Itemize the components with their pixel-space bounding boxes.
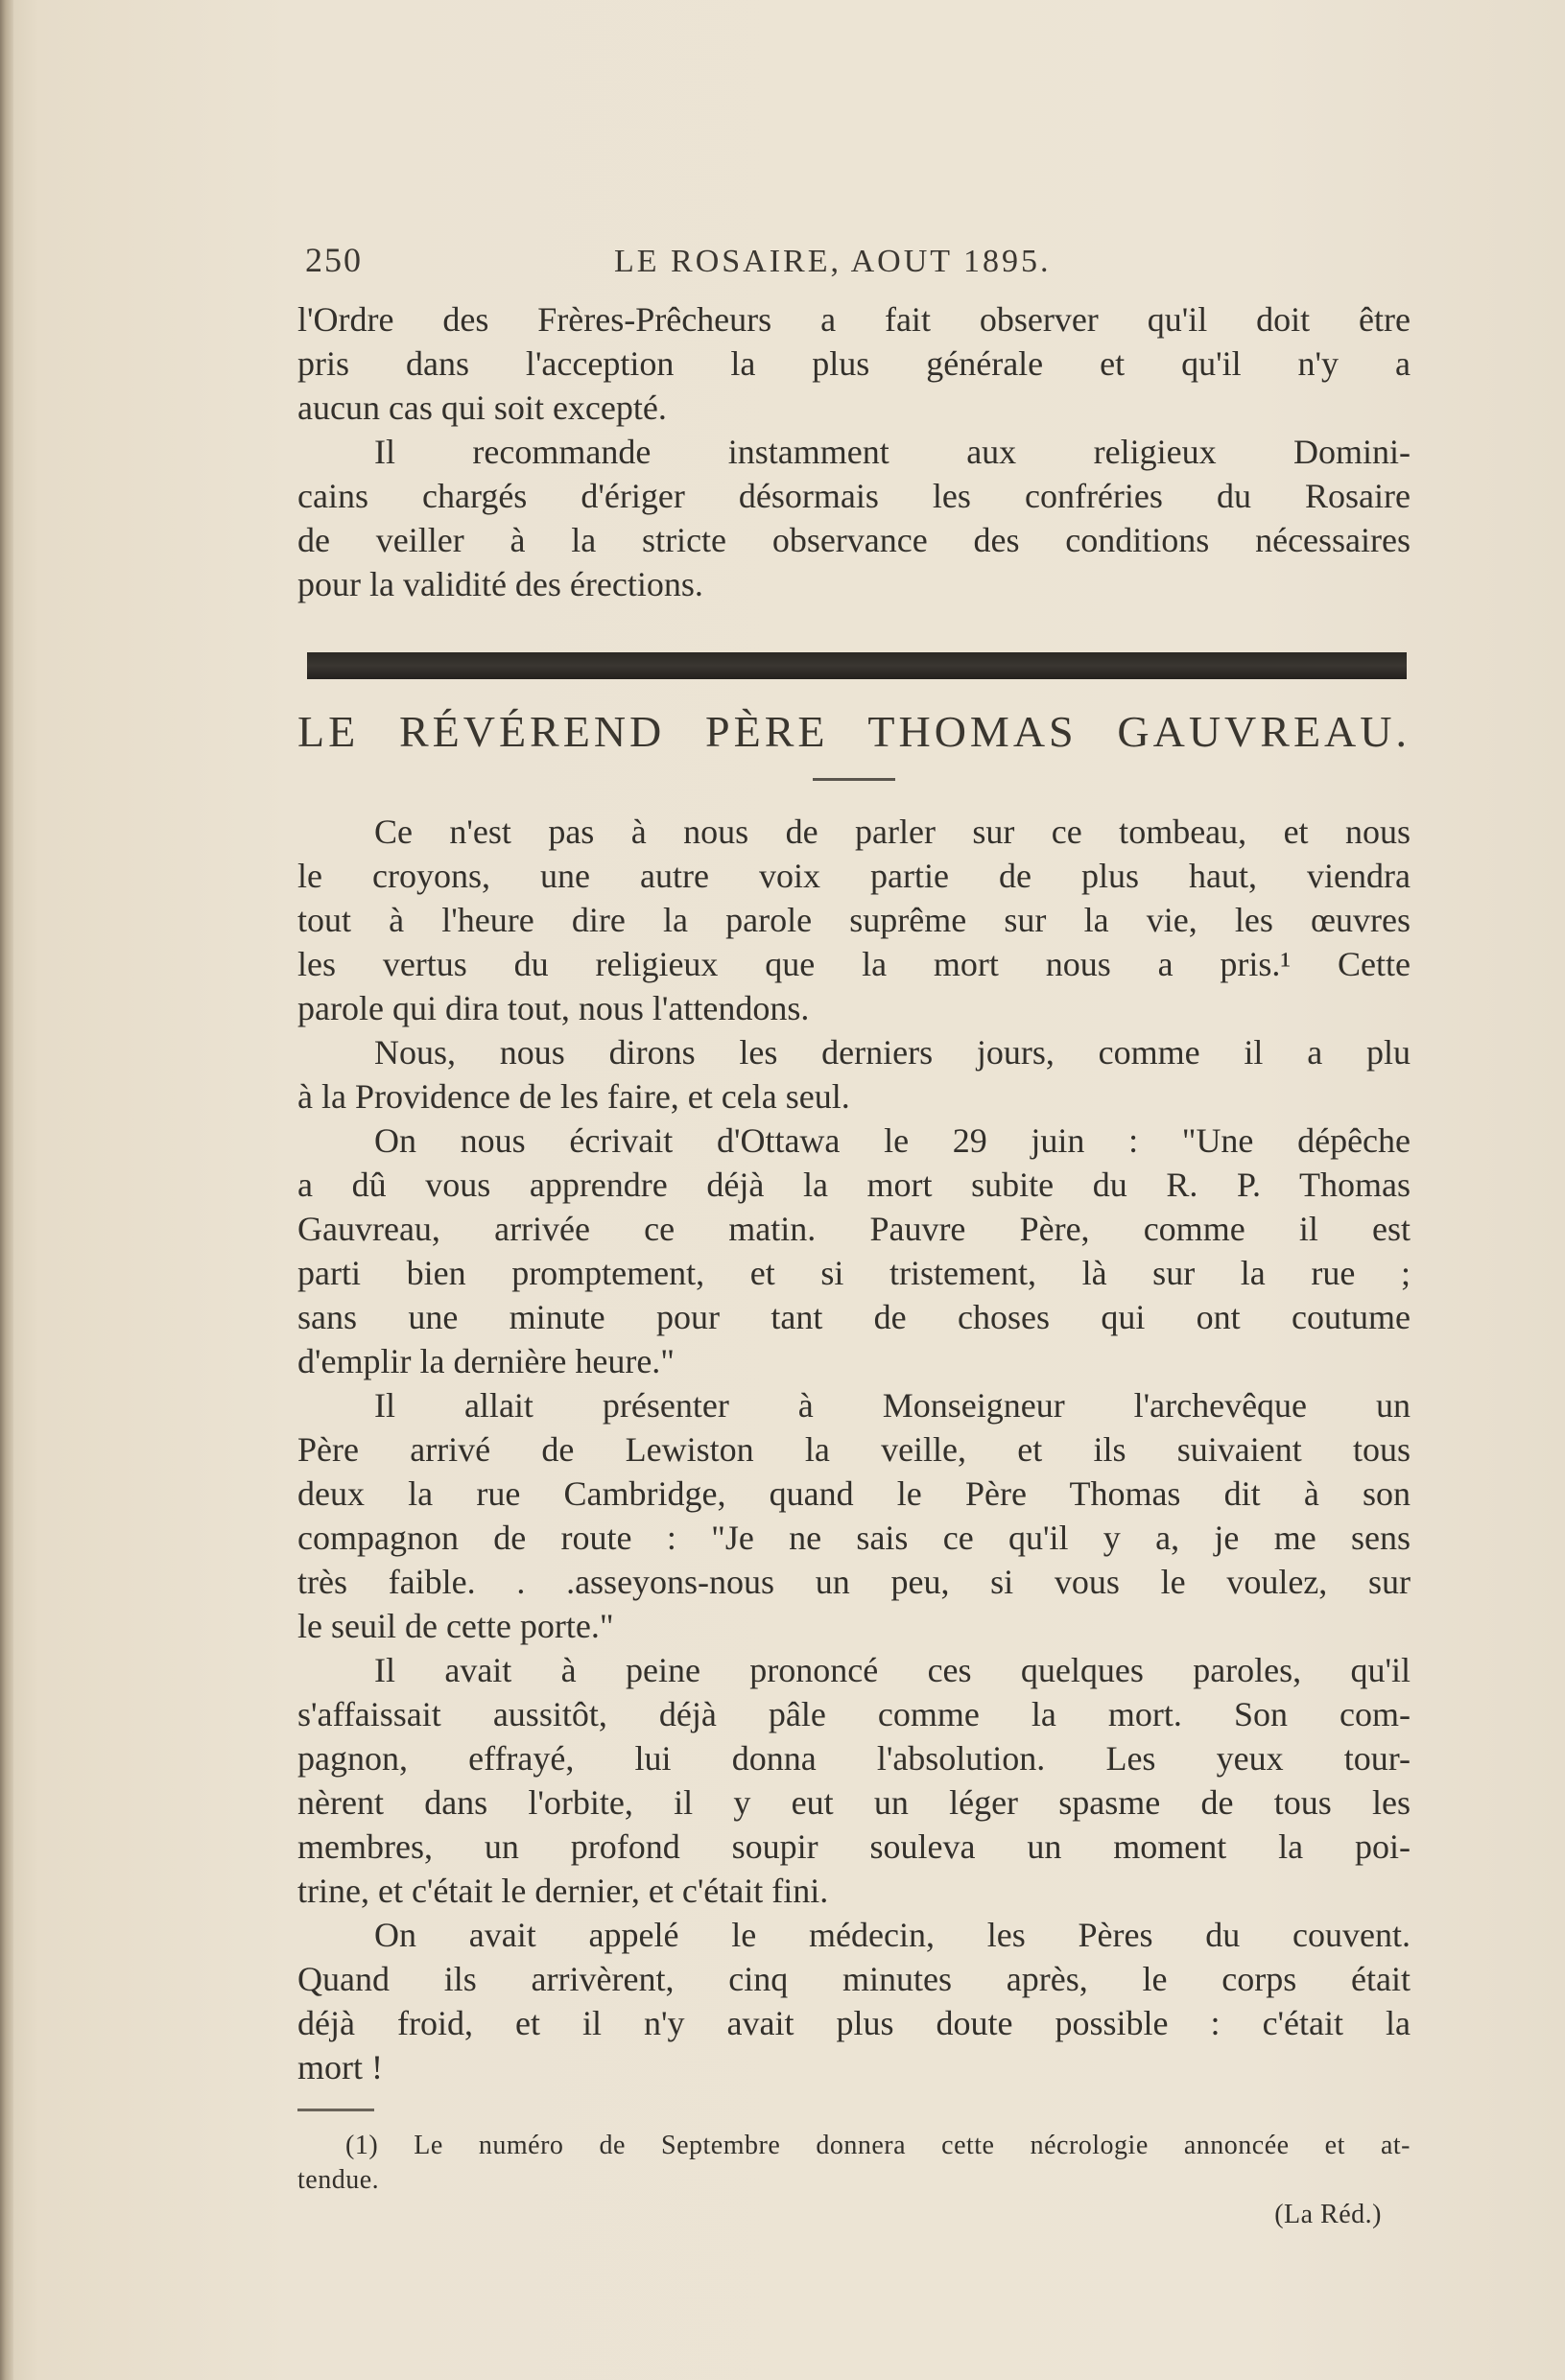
text-line: très faible. . .asseyons-nous un peu, si vous le voulez, sur bbox=[297, 1563, 1411, 1601]
text-line: le croyons, une autre voix partie de plus haut, viendra bbox=[297, 857, 1411, 895]
footnote-line: tendue. bbox=[297, 2165, 380, 2195]
text-line: pour la validité des érections. bbox=[297, 565, 703, 603]
body-paragraph-3 bbox=[297, 1119, 1411, 1339]
intro-paragraph-1 bbox=[297, 297, 1411, 386]
text-line: à la Providence de les faire, et cela seul. bbox=[297, 1077, 850, 1116]
text-line: membres, un profond soupir souleva un moment la poi- bbox=[297, 1827, 1411, 1866]
running-head bbox=[297, 240, 1411, 297]
body-paragraph-5-end bbox=[297, 1869, 1411, 1913]
text-line: le seuil de cette porte." bbox=[297, 1607, 614, 1645]
text-line: a dû vous apprendre déjà la mort subite du R. P. Thomas bbox=[297, 1166, 1411, 1204]
text-line: Il recommande instamment aux religieux Domini- bbox=[374, 433, 1411, 471]
footnote-rule bbox=[297, 2109, 374, 2111]
intro-paragraph-2-end bbox=[297, 562, 1411, 606]
text-line: parti bien promptement, et si tristement, là sur la rue ; bbox=[297, 1254, 1411, 1292]
text-line: nèrent dans l'orbite, il y eut un léger spasme de tous les bbox=[297, 1783, 1411, 1822]
body-paragraph-6-end bbox=[297, 2045, 1411, 2089]
footnote-signature: (La Réd.) bbox=[1274, 2200, 1382, 2229]
footnote-line: (1) Le numéro de Septembre donnera cette nécrologie annoncée et at- bbox=[345, 2131, 1411, 2160]
intro-paragraph-1-end bbox=[297, 386, 1411, 430]
text-line: d'emplir la dernière heure." bbox=[297, 1342, 675, 1380]
body-paragraph-4-end bbox=[297, 1604, 1411, 1648]
body-paragraph-2 bbox=[297, 1030, 1411, 1074]
text-line: déjà froid, et il n'y avait plus doute possible : c'était la bbox=[297, 2004, 1411, 2042]
text-line: Père arrivé de Lewiston la veille, et ils suivaient tous bbox=[297, 1430, 1411, 1469]
text-line: pagnon, effrayé, lui donna l'absolution. Les yeux tour- bbox=[297, 1739, 1411, 1778]
body-paragraph-3-end bbox=[297, 1339, 1411, 1383]
text-line: Ce n'est pas à nous de parler sur ce tombeau, et nous bbox=[374, 813, 1411, 851]
footnote-text-end bbox=[297, 2163, 1411, 2198]
article-body bbox=[297, 810, 1411, 2089]
article-heading: LE RÉVÉREND PÈRE THOMAS GAUVREAU. bbox=[297, 707, 1411, 756]
text-line: parole qui dira tout, nous l'attendons. bbox=[297, 989, 810, 1027]
page-content bbox=[297, 240, 1411, 2232]
binding-edge bbox=[0, 0, 13, 2380]
text-line: deux la rue Cambridge, quand le Père Thomas dit à son bbox=[297, 1474, 1411, 1513]
text-line: Nous, nous dirons les derniers jours, comme il a plu bbox=[374, 1033, 1411, 1072]
text-line: s'affaissait aussitôt, déjà pâle comme la mort. Son com- bbox=[297, 1695, 1411, 1733]
text-line: sans une minute pour tant de choses qui ont coutume bbox=[297, 1298, 1411, 1336]
text-line: Il avait à peine prononcé ces quelques paroles, qu'il bbox=[374, 1651, 1411, 1689]
text-line: Gauvreau, arrivée ce matin. Pauvre Père, comme il est bbox=[297, 1210, 1411, 1248]
heading-rule bbox=[813, 778, 895, 781]
intro-paragraph-2 bbox=[297, 430, 1411, 562]
body-paragraph-1 bbox=[297, 810, 1411, 986]
body-paragraph-4 bbox=[297, 1383, 1411, 1604]
body-paragraph-6 bbox=[297, 1913, 1411, 2045]
text-line: Quand ils arrivèrent, cinq minutes après, le corps était bbox=[297, 1960, 1411, 1998]
text-line: mort ! bbox=[297, 2048, 383, 2086]
text-line: tout à l'heure dire la parole suprême sur la vie, les œuvres bbox=[297, 901, 1411, 939]
text-line: de veiller à la stricte observance des conditions nécessaires bbox=[297, 521, 1411, 559]
text-line: Il allait présenter à Monseigneur l'archevêque un bbox=[374, 1386, 1411, 1425]
footnote bbox=[297, 2129, 1411, 2232]
page-number: 250 bbox=[305, 241, 363, 279]
text-line: cains chargés d'ériger désormais les confréries du Rosaire bbox=[297, 477, 1411, 515]
footnote-text bbox=[297, 2129, 1411, 2163]
section-divider-bar bbox=[307, 652, 1407, 679]
text-line: On nous écrivait d'Ottawa le 29 juin : "Une dépêche bbox=[374, 1121, 1411, 1160]
intro-section bbox=[297, 297, 1411, 606]
text-line: pris dans l'acception la plus générale et qu'il n'y a bbox=[297, 344, 1411, 383]
text-line: On avait appelé le médecin, les Pères du couvent. bbox=[374, 1916, 1411, 1954]
text-line: trine, et c'était le dernier, et c'était fini. bbox=[297, 1872, 829, 1910]
text-line: l'Ordre des Frères-Prêcheurs a fait observer qu'il doit être bbox=[297, 300, 1411, 339]
body-paragraph-2-end bbox=[297, 1074, 1411, 1119]
body-paragraph-1-end bbox=[297, 986, 1411, 1030]
running-title: LE ROSAIRE, AOUT 1895. bbox=[614, 244, 1052, 279]
text-line: compagnon de route : "Je ne sais ce qu'il y a, je me sens bbox=[297, 1519, 1411, 1557]
text-line: aucun cas qui soit excepté. bbox=[297, 389, 667, 427]
text-line: les vertus du religieux que la mort nous a pris.¹ Cette bbox=[297, 945, 1411, 983]
body-paragraph-5 bbox=[297, 1648, 1411, 1869]
